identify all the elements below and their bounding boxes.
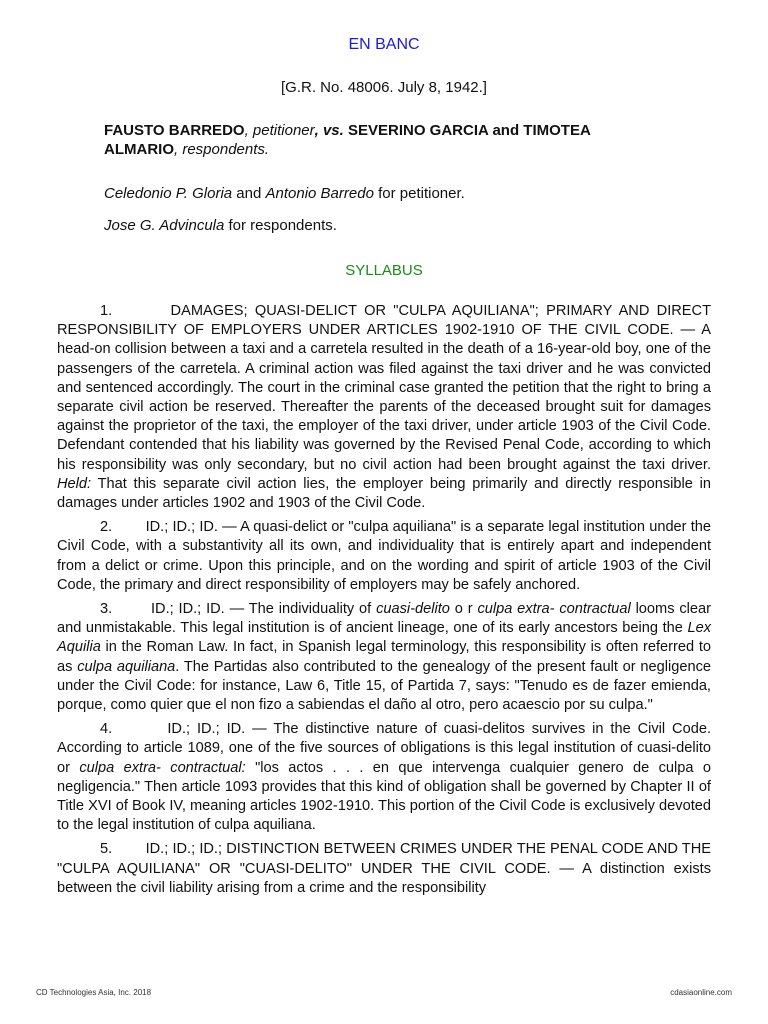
case-number-line: [G.R. No. 48006. July 8, 1942.]	[281, 79, 487, 96]
counsel-respondents-tail: for respondents.	[224, 217, 337, 234]
syllabus-paragraph-2: 2. ID.; ID.; ID. — A quasi-delict or "culpa aquiliana" is a separate legal institution under the Civil Code, with a substantivity all its own, and individuality that is entirely apart and independent from a delict or crime. Upon this principle, and on the wording and spirit of article 1903 of the Civil Code, the primary and direct responsibility of employers may be safely anchored.	[57, 519, 711, 593]
p1-held: Held:	[57, 475, 92, 492]
counsel-and: and	[232, 185, 266, 202]
counsel-name-a: Celedonio P. Gloria	[104, 185, 233, 202]
versus-label: , vs.	[314, 122, 344, 139]
syllabus-paragraph-3	[57, 600, 711, 715]
p1-text-b: That this separate civil action lies, the employer being primarily and directly responsible in damages under articles 1902 and 1903 of the Civil Code.	[57, 475, 711, 512]
p3-text-d: in the Roman Law. In fact, in Spanish legal terminology, this responsibility is often referred to as	[57, 639, 711, 675]
respondent-role: , respondents.	[174, 141, 270, 158]
p3-text-a: 3. ID.; ID.; ID. — The individuality of	[100, 601, 377, 618]
counsel-name-b: Antonio Barredo	[265, 185, 374, 202]
p3-ital-d: culpa aquiliana	[77, 658, 176, 675]
petitioner-name: FAUSTO BARREDO	[104, 122, 245, 139]
syllabus-paragraph-4	[57, 720, 711, 835]
p3-ital-c: Lex Aquilia	[57, 620, 711, 656]
p3-ital-b: culpa extra- contractual	[477, 601, 631, 618]
p4-text-b: "los actos . . . en que intervenga cualquier genero de culpa o negligencia." Then article 1093 provides that this kind of obligation shall be governed by Chapter II of Title XVI of Book IV, meaning articles 1902-1910. This portion of the Civil Code is exclusively devoted to the legal institution of culpa aquiliana.	[57, 759, 711, 834]
p1-text-a: 1. DAMAGES; QUASI-DELICT OR "CULPA AQUILIANA"; PRIMARY AND DIRECT RESPONSIBILITY OF EMPLOYERS UNDER ARTICLES 1902-1910 OF THE CIVIL CODE. — A head-on collision between a taxi and a carretela resulted in the death of a 16-year-old boy, one of the passengers of the carretela. A criminal action was filed against the taxi driver and he was convicted and sentenced accordingly. The court in the criminal case granted the petition that the right to bring a separate civil action be reserved. Thereafter the parents of the deceased brought suit for damages against the proprietor of the taxi, the employer of the taxi driver, under article 1903 of the Civil Code. Defendant contended that his liability was governed by the Revised Penal Code, according to which his responsibility was only secondary, but no civil action had been brought against the taxi driver.	[57, 303, 711, 473]
case-parties	[104, 121, 664, 159]
petitioner-role: , petitioner	[244, 122, 315, 139]
p3-ital-a: cuasi-delito	[376, 601, 450, 618]
court-heading: EN BANC	[348, 36, 420, 53]
counsel-petitioner-tail: for petitioner.	[373, 185, 465, 202]
respondent-names: SEVERINO GARCIA and TIMOTEA ALMARIO	[104, 122, 591, 158]
syllabus-body	[57, 302, 711, 903]
p3-text-c: looms clear and unmistakable. This legal institution is of ancient lineage, one of its early ancestors being the	[57, 601, 711, 637]
p3-text-e: . The Partidas also contributed to the genealogy of the present fault or negligence under the Civil Code: for instance, Law 6, Title 15, of Partida 7, says: "Tenudo es de fazer emienda, porque, como quier que el non fizo a sabiendas el daño al otro, pero acaescio por su culpa."	[57, 658, 712, 714]
footer-copyright: CD Technologies Asia, Inc. 2018	[36, 988, 152, 997]
p4-text-a: 4. ID.; ID.; ID. — The distinctive nature of cuasi-delitos survives in the Civil Code. According to article 1089, one of the five sources of obligations is this legal institution of cuasi-delito or	[57, 721, 711, 776]
syllabus-heading: SYLLABUS	[345, 262, 423, 279]
p3-text-b: o r	[449, 601, 478, 618]
syllabus-paragraph-1	[57, 302, 711, 513]
counsel-respondents	[104, 217, 337, 234]
footer-site: cdasiaonline.com	[670, 988, 732, 997]
counsel-petitioner	[104, 185, 465, 202]
counsel-name-c: Jose G. Advincula	[104, 217, 225, 234]
p4-ital-a: culpa extra- contractual:	[79, 759, 246, 776]
syllabus-paragraph-5: 5. ID.; ID.; ID.; DISTINCTION BETWEEN CRIMES UNDER THE PENAL CODE AND THE "CULPA AQUILIANA" OR "CUASI-DELITO" UNDER THE CIVIL CODE. — A distinction exists between the civil liability arising from a crime and the responsibility	[57, 841, 711, 896]
